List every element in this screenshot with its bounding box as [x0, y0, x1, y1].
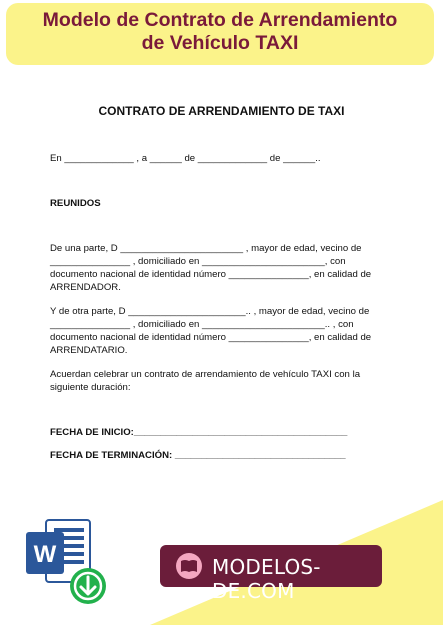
banner-title-line2: de Vehículo TAXI — [141, 32, 299, 54]
reunidos-heading: REUNIDOS — [50, 198, 101, 209]
arrendador-line2: _______________ , domiciliado en _______________________, con — [50, 256, 346, 267]
download-arrow-icon[interactable] — [70, 568, 106, 604]
arrendador-line4: ARRENDADOR. — [50, 282, 121, 293]
arrendatario-line3: documento nacional de identidad número _______________, en calidad de — [50, 332, 372, 343]
fecha-terminacion-line: FECHA DE TERMINACIÓN: ________________________________ — [50, 450, 346, 461]
logo-text: MODELOS-DE.COM — [212, 555, 321, 603]
word-document-icon[interactable] — [26, 518, 110, 610]
arrendatario-line4: ARRENDATARIO. — [50, 345, 128, 356]
banner-title — [6, 9, 434, 55]
arrendatario-line1: Y de otra parte, D ______________________.. , mayor de edad, vecino de — [50, 306, 370, 317]
svg-text:W: W — [33, 541, 57, 568]
arrendatario-line2: _______________ , domiciliado en _______________________.. , con — [50, 319, 354, 330]
fecha-inicio-line: FECHA DE INICIO:________________________________________ — [50, 427, 348, 438]
date-line: En _____________ , a ______ de _____________ de ______.. — [50, 153, 321, 164]
open-book-icon — [176, 553, 202, 579]
header-banner — [6, 3, 434, 65]
acuerdan-line1: Acuerdan celebrar un contrato de arrendamiento de vehículo TAXI con la — [50, 369, 361, 380]
arrendador-line3: documento nacional de identidad número _______________, en calidad de — [50, 269, 372, 280]
banner-title-line1: Modelo de Contrato de Arrendamiento — [42, 9, 398, 31]
arrendador-line1: De una parte, D _______________________ , mayor de edad, vecino de — [50, 243, 362, 254]
acuerdan-line2: siguiente duración: — [50, 382, 131, 393]
document-title: CONTRATO DE ARRENDAMIENTO DE TAXI — [98, 104, 345, 118]
site-logo[interactable] — [160, 545, 382, 603]
